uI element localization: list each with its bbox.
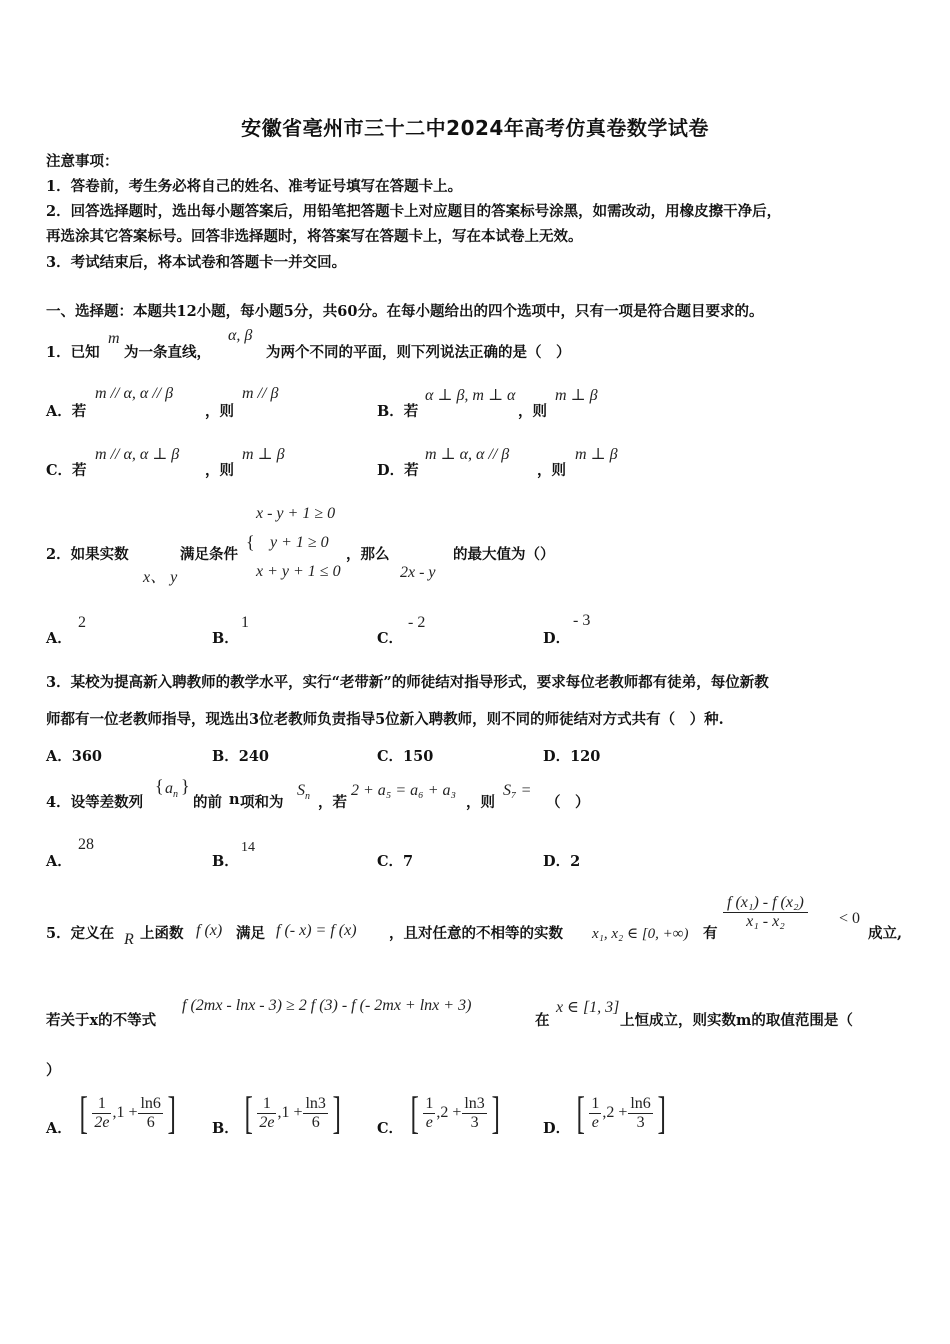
q2-text-2: 满足条件 (180, 546, 238, 563)
q2-cond-2: y + 1 ≥ 0 (270, 534, 329, 551)
q5-option-a-label[interactable]: A． (46, 1120, 72, 1137)
q4-option-a-label[interactable]: A． (46, 853, 72, 870)
q5-close-paren: ） (46, 1062, 61, 1079)
q1-option-b-then: ，则 (518, 403, 547, 420)
q5-inequality: f (2mx - lnx - 3) ≥ 2 f (3) - f (- 2mx + lnx + 3) (182, 997, 472, 1014)
q2-option-a-label[interactable]: A． (46, 630, 72, 647)
q5-option-d-expr: [ $\frac{1}{e}$ ,2 + $\frac{\ln 6}{3}$ ] (576, 1087, 666, 1138)
notice-item-3: 3．考试结束后，将本试卷和答题卡一并交回。 (46, 254, 347, 271)
q2-cond-3: x + y + 1 ≤ 0 (256, 563, 341, 580)
q2-option-d-label[interactable]: D． (543, 630, 571, 647)
q1-text-2: 为一条直线， (124, 344, 211, 361)
q2-option-b-value: 1 (241, 614, 249, 631)
q2-cond-1: x - y + 1 ≥ 0 (256, 505, 336, 522)
q5-fx: f (x) (196, 922, 223, 939)
q1-var-ab: α, β (228, 327, 253, 344)
q4-brace-open: { (155, 776, 164, 796)
q1-option-b-cond: α ⊥ β, m ⊥ α (425, 387, 516, 404)
notice-heading: 注意事项： (46, 153, 119, 170)
q5-lt: < 0 (839, 910, 861, 927)
q2-vars: x、 y (143, 569, 178, 586)
q4-option-b-value: 14 (241, 840, 255, 855)
q2-option-c-value: - 2 (408, 614, 426, 631)
q1-option-b-label[interactable]: B．若 (377, 403, 419, 420)
q5-text-1: 5．定义在 (46, 925, 115, 942)
q4-option-a-value: 28 (78, 836, 94, 853)
q5-var-r: R (124, 931, 134, 948)
q4-s7: S₇ = (503, 782, 532, 799)
notice-item-1: 1．答卷前，考生务必将自己的姓名、准考证号填写在答题卡上。 (46, 178, 463, 195)
q1-option-a-then: ，则 (205, 403, 234, 420)
q2-option-d-value: - 3 (573, 612, 591, 629)
q5-range: x ∈ [1, 3] (556, 999, 620, 1016)
q5-option-a-expr: [ $\frac{1}{2e}$ ,1 + $\frac{\ln 6}{6}$ ] (79, 1087, 176, 1138)
q2-brace: { (246, 532, 255, 552)
q3-option-a[interactable]: A．360 (46, 748, 103, 765)
q5-frac-den: x₁ - x₂ (746, 913, 785, 930)
q4-text-5: ，则 (466, 794, 495, 811)
q5-domain: x₁, x₂ ∈ [0, +∞) (592, 926, 689, 942)
q2-text-1: 2．如果实数 (46, 546, 129, 563)
q4-option-b-label[interactable]: B． (212, 853, 239, 870)
q5-text-5: 有 (703, 925, 718, 942)
q5-even-eq: f (- x) = f (x) (276, 922, 357, 939)
q5-option-b-expr: [ $\frac{1}{2e}$ ,1 + $\frac{\ln 3}{6}$ ] (244, 1087, 341, 1138)
q1-option-d-then: ，则 (537, 462, 566, 479)
q1-option-d-label[interactable]: D．若 (377, 462, 419, 479)
q1-text-1: 1．已知 (46, 344, 100, 361)
notice-item-2b: 再选涂其它答案标号。回答非选择题时，将答案写在答题卡上，写在本试卷上无效。 (46, 228, 583, 245)
q4-option-c[interactable]: C．7 (377, 853, 414, 870)
q5-text-3: 满足 (236, 925, 265, 942)
q5-frac (722, 894, 809, 931)
section-heading: 一、选择题：本题共12小题，每小题5分，共60分。在每小题给出的四个选项中，只有一项是符合题目要求的。 (46, 303, 764, 320)
q3-line-2: 师都有一位老教师指导，现选出3位老教师负责指导5位新入聘教师，则不同的师徒结对方式共有（ ）种. (46, 711, 724, 728)
q4-brace-close: } (181, 776, 190, 796)
page-title: 安徽省亳州市三十二中2024年高考仿真卷数学试卷 (241, 116, 709, 140)
q3-line-1: 3．某校为提高新入聘教师的教学水平，实行“老带新”的师徒结对指导形式，要求每位老教师都有徒弟，每位新教 (46, 674, 769, 691)
q4-text-2: 的前 (193, 794, 222, 811)
q1-option-c-then: ，则 (205, 462, 234, 479)
q5-line2-b: 在 (535, 1012, 550, 1029)
q4-text-4: ，若 (318, 794, 347, 811)
q2-option-b-label[interactable]: B． (212, 630, 239, 647)
notice-item-2a: 2．回答选择题时，选出每小题答案后，用铅笔把答题卡上对应题目的答案标号涂黑，如需改动，用橡皮擦干净后， (46, 203, 782, 220)
q1-option-a-res: m // β (242, 385, 279, 402)
q4-var-n: n (229, 791, 240, 808)
q1-option-d-cond: m ⊥ α, α // β (425, 446, 510, 463)
q5-option-c-expr: [ $\frac{1}{e}$ ,2 + $\frac{\ln 3}{3}$ ] (410, 1087, 500, 1138)
q5-option-d-label[interactable]: D． (543, 1120, 571, 1137)
q5-text-4: ，且对任意的不相等的实数 (389, 925, 563, 942)
q2-expr: 2x - y (400, 564, 436, 581)
q1-option-c-label[interactable]: C．若 (46, 462, 87, 479)
q3-option-d[interactable]: D．120 (543, 748, 601, 765)
q1-option-c-cond: m // α, α ⊥ β (95, 446, 180, 463)
q4-option-d[interactable]: D．2 (543, 853, 581, 870)
q1-text-3: 为两个不同的平面，则下列说法正确的是（ ） (266, 344, 571, 361)
q4-text-6: （ ） (546, 794, 590, 811)
q4-text-1: 4．设等差数列 (46, 794, 144, 811)
q4-equation: 2 + a₅ = a₆ + a₃ (351, 782, 457, 799)
q2-text-4: 的最大值为（） (453, 546, 555, 563)
q1-option-b-res: m ⊥ β (555, 387, 598, 404)
q5-line2-a: 若关于x的不等式 (46, 1012, 157, 1029)
q1-var-m: m (108, 330, 120, 347)
q5-text-2: 上函数 (140, 925, 184, 942)
q1-option-a-cond: m // α, α // β (95, 385, 174, 402)
q1-option-c-res: m ⊥ β (242, 446, 285, 463)
q5-text-6: 成立, (868, 925, 903, 942)
q5-option-c-label[interactable]: C． (377, 1120, 404, 1137)
q5-frac-num: f (x₁) - f (x₂) (723, 894, 808, 913)
q2-option-a-value: 2 (78, 614, 86, 631)
q4-seq-a: $a_n$ (165, 780, 178, 801)
q5-option-b-label[interactable]: B． (212, 1120, 239, 1137)
q4-text-3: 项和为 (240, 794, 284, 811)
q1-option-a-label[interactable]: A．若 (46, 403, 87, 420)
q2-option-c-label[interactable]: C． (377, 630, 404, 647)
q5-line2-c: 上恒成立，则实数m的取值范围是（ (620, 1012, 853, 1029)
q4-sum-s: $S_n$ (297, 782, 310, 803)
q2-text-3: ，那么 (346, 546, 390, 563)
q3-option-b[interactable]: B．240 (212, 748, 270, 765)
q1-option-d-res: m ⊥ β (575, 446, 618, 463)
q3-option-c[interactable]: C．150 (377, 748, 434, 765)
